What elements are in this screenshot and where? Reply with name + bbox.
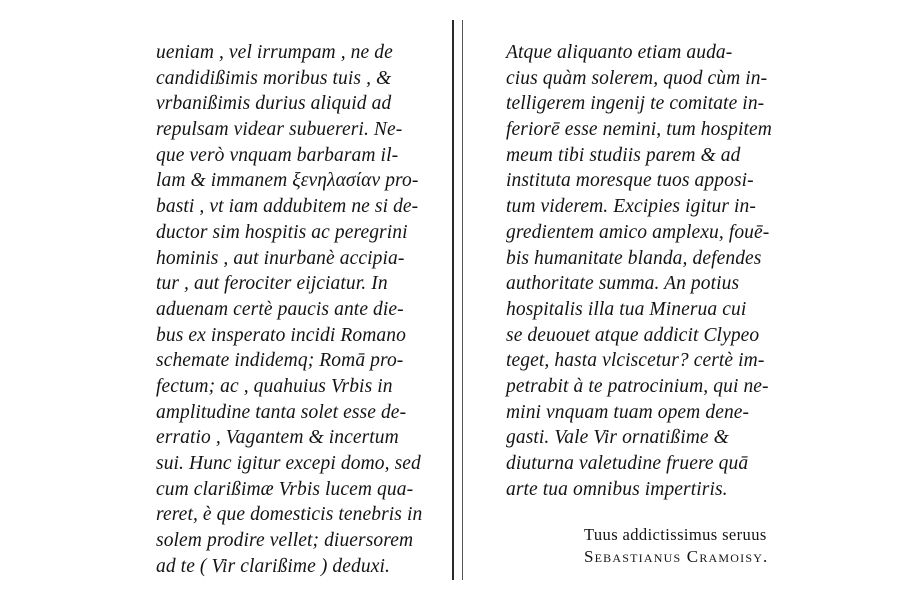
right-page-text — [506, 40, 782, 502]
text-line: vrbanißimis durius aliquid ad — [156, 93, 392, 115]
text-line: erratio , Vagantem & incertum — [156, 427, 399, 449]
text-line: lam & immanem ξενηλασίαν pro- — [156, 170, 419, 192]
text-line: schemate indidemq; Romā pro- — [156, 350, 404, 372]
text-line: tur , aut ferociter eijciatur. In — [156, 273, 388, 295]
text-line: mini vnquam tuam opem dene- — [506, 401, 750, 423]
signatory-name: Sebastianus Cramoisy. — [584, 547, 769, 566]
text-line: candidißimis moribus tuis , & — [156, 67, 392, 89]
text-line: petrabit à te patrocinium, qui ne- — [506, 375, 769, 397]
text-line: basti , vt iam addubitem ne si de- — [156, 196, 419, 218]
text-line: cius quàm solerem, quod cùm in- — [506, 67, 768, 89]
text-line: solem prodire vellet; diuersorem — [156, 530, 414, 552]
text-line: fectum; ac , quahuius Vrbis in — [156, 375, 393, 397]
text-line: meum tibi studiis parem & ad — [506, 144, 741, 166]
text-line: tum viderem. Excipies igitur in- — [506, 196, 756, 218]
text-line: reret, è que domesticis tenebris in — [156, 504, 423, 526]
text-line: teget, hasta vlciscetur? certè im- — [506, 350, 765, 372]
text-line: instituta moresque tuos apposi- — [506, 170, 754, 192]
text-line: se deuouet atque addicit Clypeo — [506, 324, 760, 346]
text-line: aduenam certè paucis ante die- — [156, 298, 404, 320]
text-line: sui. Hunc igitur excepi domo, sed — [156, 453, 421, 474]
text-line: amplitudine tanta solet esse de- — [156, 401, 407, 423]
text-line: feriorē esse nemini, tum hospitem — [506, 119, 772, 141]
text-line: authoritate summa. An potius — [506, 273, 740, 295]
text-line: diuturna valetudine fruere quā — [506, 453, 749, 474]
text-line: cum clarißimæ Vrbis lucem qua- — [156, 478, 414, 500]
text-line: hospitalis illa tua Minerua cui — [506, 298, 747, 320]
page-gutter-line — [452, 20, 454, 580]
closing-salutation: Tuus addictissimus seruus — [584, 525, 767, 544]
text-line: repulsam videar subuereri. Ne- — [156, 119, 403, 141]
left-page-text — [156, 40, 446, 579]
page-gutter-edge — [462, 20, 463, 580]
closing-signature — [584, 524, 804, 568]
text-line: hominis , aut inurbanè accipia- — [156, 247, 405, 269]
text-line: arte tua omnibus impertiris. — [506, 478, 728, 500]
text-line: bus ex insperato incidi Romano — [156, 324, 406, 346]
text-line: ductor sim hospitis ac peregrini — [156, 221, 408, 243]
text-line: ueniam , vel irrumpam , ne de — [156, 42, 393, 63]
text-line: gasti. Vale Vir ornatißime & — [506, 427, 729, 449]
text-line: bis humanitate blanda, defendes — [506, 247, 762, 269]
text-line: ad te ( Vir clarißime ) deduxi. — [156, 555, 390, 577]
text-line: Atque aliquanto etiam auda- — [506, 42, 733, 63]
text-line: telligerem ingenij te comitate in- — [506, 93, 765, 115]
text-line: gredientem amico amplexu, fouē- — [506, 221, 770, 243]
text-line: que verò vnquam barbaram il- — [156, 144, 399, 166]
